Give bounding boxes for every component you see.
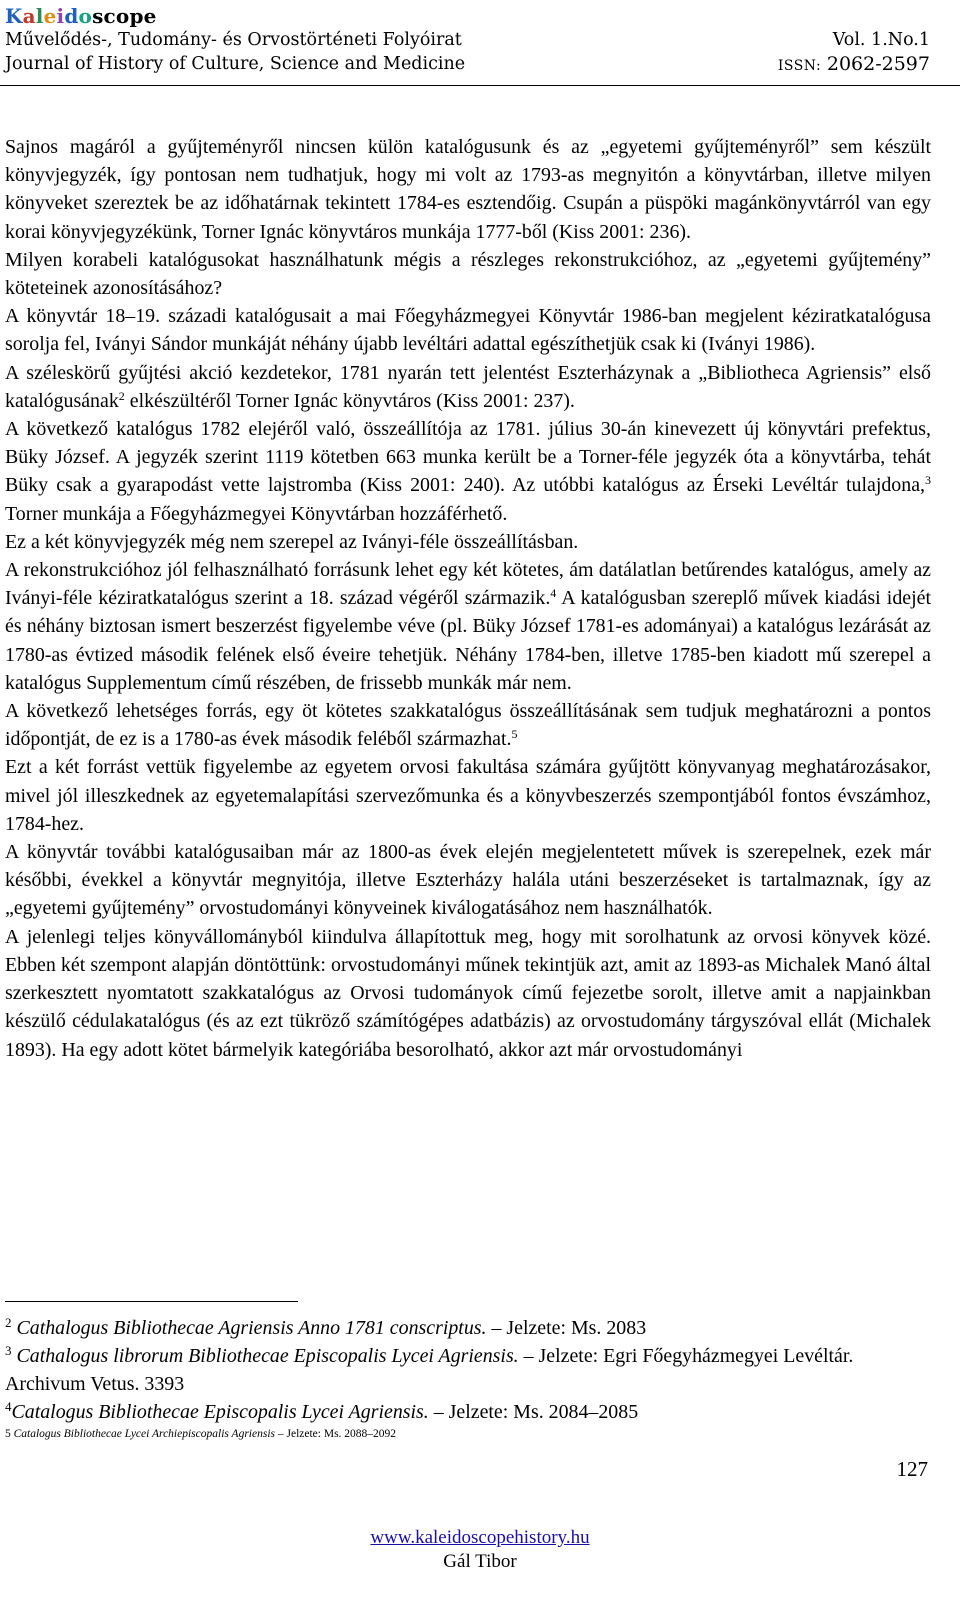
footnote-number: 4 [5, 1399, 12, 1414]
article-body [5, 133, 931, 1064]
paragraph-3: A könyvtár 18–19. századi katalógusait a mai Főegyházmegyei Könyvtár 1986-ban megjelent kéziratkatalógusa sorolja fel, Iványi Sándor munkáját néhány újabb levéltári adattal egészíthetjük csak ki (Iványi 1986). [5, 305, 931, 356]
paragraph-6: Ez a két könyvjegyzék még nem szerepel az Iványi-féle összeállításban. [5, 530, 579, 553]
footnote-text: – Jelzete: Ms. 2088–2092 [275, 1428, 397, 1440]
journal-logo [5, 4, 930, 28]
issn-label: ISSN: [777, 58, 822, 74]
footnote-ref-4[interactable]: 4 [550, 586, 557, 601]
issn-value: 2062-2597 [826, 53, 930, 75]
issn [778, 52, 930, 78]
footnote-number: 5 [5, 1428, 11, 1440]
paragraph-9: Ezt a két forrást vettük figyelembe az egyetem orvosi fakultása számára gyűjtött könyvanyag meghatározásakor, mivel jól illeszkednek az egyetemalapítási szervezőmunka és a könyvbeszerzés szempontjából fontos évszámhoz, 1784-hez. [5, 756, 931, 835]
logo-letter: e [43, 4, 57, 28]
paragraph-8 [5, 697, 931, 753]
website-link[interactable]: www.kaleidoscopehistory.hu [370, 1527, 590, 1548]
logo-letter: o [78, 4, 93, 28]
footnote-number: 2 [5, 1315, 12, 1330]
logo-letter: a [22, 4, 36, 28]
paragraph-4-text: A széleskörű gyűjtési akció kezdetekor, 1781 nyarán tett jelentést Eszterházynak a „Bibliotheca Agriensis” első katalógusának [5, 361, 931, 412]
paragraph-7-text-end: A katalógusban szereplő művek kiadási idejét és néhány biztosan ismert beszerzést figyelembe véve (pl. Büky József 1781-es adományai) a katalógus lezárását az 1780-as évtized második felének első éveire tehetjük. Néhány 1784-ben, illetve 1785-ben kiadott mű szerepel a katalógus Supplementum című részében, de frissebb munkák már nem. [5, 587, 931, 694]
logo-letter: s [92, 4, 104, 28]
header-divider [0, 85, 960, 86]
paragraph-4-text-end: elkészültéről Torner Ignác könyvtáros (Kiss 2001: 237). [124, 389, 575, 412]
footnote-4 [5, 1398, 931, 1426]
page-footer [0, 1526, 960, 1574]
logo-letter: l [35, 4, 44, 28]
logo-letter: d [64, 4, 79, 28]
paragraph-2: Milyen korabeli katalógusokat használhatunk mégis a részleges rekonstrukcióhoz, az „egyetemi gyűjtemény” köteteinek azonosításához? [5, 248, 931, 300]
footnote-title: Cathalogus librorum Bibliothecae Episcopalis Lycei Agriensis. [16, 1345, 519, 1367]
paragraph-8-text: A következő lehetséges forrás, egy öt kötetes szakkatalógus összeállításának sem tudjuk meghatározni a pontos időpontját, de ez is a 1780-as évek második feléből származhat. [5, 700, 931, 751]
volume-label: Vol. 1.No.1 [832, 30, 930, 50]
logo-letter: e [143, 4, 157, 28]
logo-letter: p [129, 4, 144, 28]
footnote-ref-5[interactable]: 5 [511, 727, 518, 742]
paragraph-5-text-end: Torner munkája a Főegyházmegyei Könyvtárban hozzáférhető. [5, 502, 508, 525]
footnote-title: Cathalogus Bibliothecae Agriensis Anno 1781 conscriptus. [16, 1317, 487, 1339]
footnote-text: – Jelzete: Ms. 2083 [486, 1317, 647, 1339]
paragraph-5-text: A következő katalógus 1782 elejéről való, összeállítója az 1781. július 30-án kinevezett új könyvtári prefektus, Büky József. A jegyzék szerint 1119 kötetben 663 munka került be a Torner-féle jegyzék óta a könyvtárba, tehát Büky csak a gyarapodást vette lajstromba (Kiss 2001: 240). Az utóbbi katalógus az Érseki Levéltár tulajdona, [5, 418, 931, 497]
footnote-title: Catalogus Bibliothecae Episcopalis Lycei Agriensis. [11, 1401, 429, 1423]
footnote-3 [5, 1342, 931, 1398]
paragraph-11: A jelenlegi teljes könyvállományból kiindulva állapítottuk meg, hogy mit sorolhatunk az orvosi könyvek közé. Ebben két szempont alapján döntöttünk: orvostudományi műnek tekintjük azt, amit az 1893-as Michalek Manó által szerkesztett nyomtatott szakkatalógus az Orvosi tudományok című fejezetbe sorolt, illetve amit a napjainkban készülő cédulakatalógus (és az ezt tükröző számítógépes adatbázis) az orvostudomány tárgyszóval ellát (Michalek 1893). Ha egy adott kötet bármelyik kategóriába besorolható, akkor azt már orvostudományi [5, 925, 931, 1061]
footnote-number: 3 [5, 1343, 12, 1358]
paragraph-1: Sajnos magáról a gyűjteményről nincsen külön katalógusunk és az „egyetemi gyűjteményről” sem készült könyvjegyzék, így pontosan nem tudhatjuk, hogy mi volt az 1793-as megnyitón a könyvtárban, illetve milyen könyveket szereztek be az időhatárnak tekintett 1784-es esztendőig. Csupán a püspöki magánkönyvtárról van egy korai könyvjegyzékünk, Torner Ignác könyvtáros munkája 1777-ből (Kiss 2001: 236). [5, 136, 931, 243]
footnote-text: – Jelzete: Ms. 2084–2085 [428, 1401, 639, 1423]
logo-letter: c [103, 4, 116, 28]
journal-header [5, 4, 930, 78]
logo-letter: i [56, 4, 65, 28]
logo-letter: K [5, 4, 23, 28]
footnote-divider [5, 1301, 298, 1302]
footnote-2 [5, 1314, 931, 1342]
paragraph-7 [5, 556, 931, 697]
author-name: Gál Tibor [443, 1551, 517, 1572]
header-row-1 [5, 28, 930, 52]
page-number: 127 [896, 1457, 928, 1481]
paragraph-7-text: A rekonstrukcióhoz jól felhasználható forrásunk lehet egy két kötetes, ám datálatlan betűrendes katalógus, amely az Iványi-féle kéziratkatalógus szerint a 18. század végéről származik. [5, 559, 931, 610]
footnote-text: – Jelzete: Egri Főegyházmegyei Levéltár. Archivum Vetus. 3393 [5, 1345, 854, 1395]
logo-letter: o [115, 4, 130, 28]
footnote-ref-2[interactable]: 2 [118, 388, 125, 403]
paragraph-10: A könyvtár további katalógusaiban már az 1800-as évek elején megjelentetett művek is szerepelnek, ezek már későbbi, évekkel a könyvtár megnyitója, illetve Eszterházy halála utáni beszerzéseket is tartalmaznak, így az „egyetemi gyűjtemény” orvostudományi könyveinek kiválogatásához nem használhatók. [5, 841, 931, 920]
paragraph-4 [5, 359, 931, 415]
paragraph-5 [5, 415, 931, 528]
journal-subtitle-en: Journal of History of Culture, Science and Medicine [5, 54, 466, 74]
header-row-2 [5, 52, 930, 78]
footnote-title: Catalogus Bibliothecae Lycei Archiepiscopalis Agriensis [13, 1428, 275, 1440]
footnote-ref-3[interactable]: 3 [925, 473, 931, 488]
journal-subtitle-hu: Művelődés-, Tudomány- és Orvostörténeti Folyóirat [5, 30, 462, 50]
footnotes [5, 1314, 931, 1442]
footnote-5 [5, 1426, 931, 1442]
